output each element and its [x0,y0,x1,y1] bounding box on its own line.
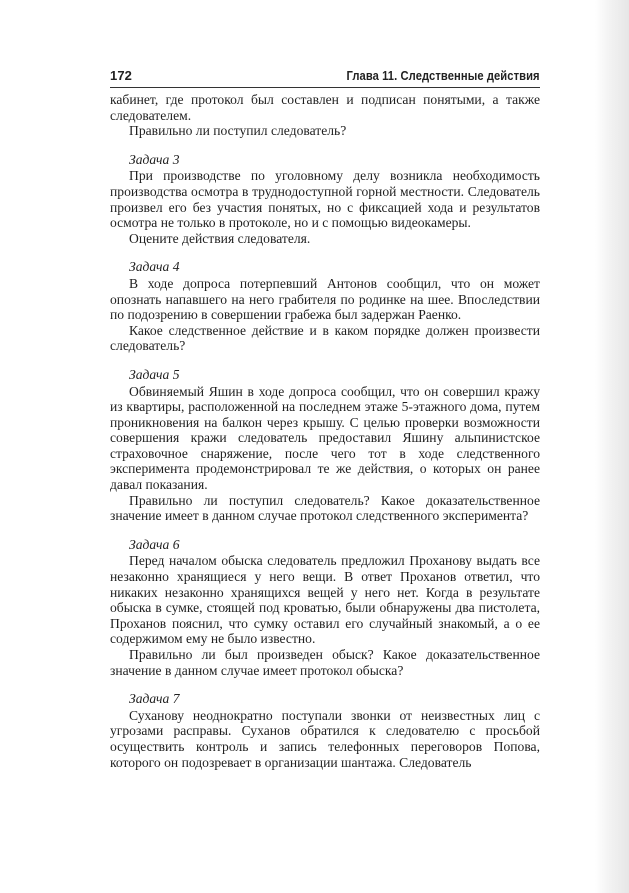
paragraph: Суханову неоднократно поступали звонки от неизвестных лиц с угрозами расправы. Суханов обратился к следователю с просьбой осуществить контроль и запись телефонных переговоров Попова, которого он подозревает в организации шантажа. Следователь [110,707,540,770]
task-heading: Задача 7 [129,691,180,707]
paragraph: Правильно ли поступил следователь? Какое доказательственное значение имеет в данном случае протокол следственного эксперимента? [110,492,540,524]
scan-edge-shadow [595,0,629,893]
paragraph: Правильно ли был произведен обыск? Какое доказательственное значение в данном случае имеет протокол обыска? [110,647,540,678]
paragraph: Правильно ли поступил следователь? [129,123,347,139]
paragraph: При производстве по уголовному делу возникла необходимость производства осмотра в труднодоступной горной местности. Следователь произвел его без участия понятых, но с фиксацией хода и результатов осмотра не только в протоколе, но и с помощью видеокамеры. [110,168,540,231]
paragraph: Какое следственное действие и в каком порядке должен произвести следователь? [110,322,540,354]
running-header [110,68,540,88]
paragraph: Обвиняемый Яшин в ходе допроса сообщил, что он совершил кражу из квартиры, расположенной на последнем этаже 5-этажного дома, путем проникновения на балкон через крышу. С целью проверки возможности совершения кражи следователь предоставил Яшину альпинистское страховочное снаряжение, после чего тот в ходе следственного эксперимента продемонстрировал те же действия, о которых он ранее давал показания. [110,383,540,493]
book-page [110,68,540,770]
chapter-title: Глава 11. Следственные действия [346,68,540,83]
body-text [110,92,540,770]
paragraph: кабинет, где протокол был составлен и подписан понятыми, а также следователем. [110,92,540,123]
task-heading: Задача 4 [129,259,180,275]
paragraph: В ходе допроса потерпевший Антонов сообщил, что он может опознать напавшего на него грабителя по родинке на шее. Впоследствии по подозрению в совершении грабежа был задержан Раенко. [110,275,540,323]
page-number: 172 [110,68,132,83]
task-heading: Задача 6 [129,536,180,552]
task-heading: Задача 3 [129,151,180,167]
paragraph: Перед началом обыска следователь предложил Проханову выдать все незаконно хранящиеся у него вещи. В ответ Проханов ответил, что никаких незаконно хранящихся вещей у него нет. Когда в результате обыска в сумке, стоящей под кроватью, были обнаружены два пистолета, Проханов пояснил, что сумку оставил его случайный знакомый, а о ее содержимом ему не было известно. [110,553,540,647]
paragraph: Оцените действия следователя. [129,230,311,246]
task-heading: Задача 5 [129,366,180,382]
